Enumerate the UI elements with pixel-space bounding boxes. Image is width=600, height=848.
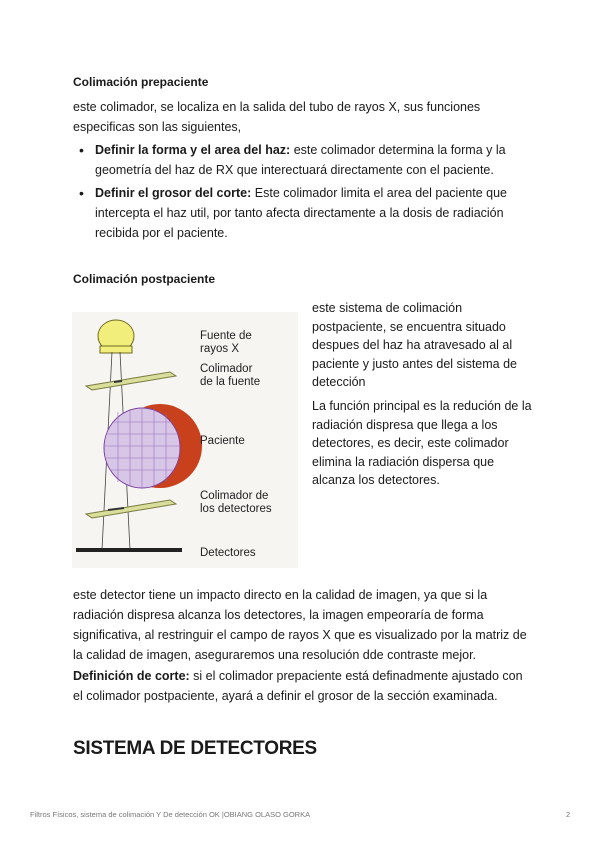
label-collim-det-2: los detectores (200, 503, 272, 515)
label-detectors: Detectores (200, 547, 256, 559)
prepatient-intro: este colimador, se localiza en la salida del tubo de rayos X, sus funciones especificas son las siguientes, (73, 100, 481, 134)
footer-title: Filtros Físicos, sistema de colimación Y De detección OK |OBIANG OLASO GORKA (30, 810, 311, 819)
heading-detector-system: SISTEMA DE DETECTORES (73, 738, 317, 759)
heading-postpatient-collimation: Colimación postpaciente (73, 272, 216, 286)
detector-bar-icon (76, 548, 182, 552)
cut-definition-lead: Definición de corte: (73, 669, 190, 683)
label-patient: Paciente (200, 435, 245, 447)
bullet-lead: Definir la forma y el area del haz: (95, 143, 291, 157)
label-collim-src-1: Colimador (200, 363, 253, 375)
detector-impact-paragraph: este detector tiene un impacto directo en la calidad de imagen, ya que si la radiación dispresa alcanza los detectores, la imagen empeoraría de forma significativa, al restringuir el campo de rayos X que es visualizado por la matriz de la calidad de imagen, aseguraremos una resolución dde contraste mejor. (73, 588, 527, 662)
label-source-2: rayos X (200, 343, 239, 355)
postpatient-para-2: La función principal es la redución de la radiación dispresa que llega a los detectores, es decir, este colimador elimina la radiación dispersa que alcanza los detectores. (312, 399, 532, 487)
patient-cylinder-icon (104, 404, 202, 488)
postpatient-para-1: este sistema de colimación postpaciente, se encuentra situado despues del haz ha atravesado al al paciente y justo antes del sistema de detección (312, 301, 517, 389)
cut-definition-text: si el colimador prepaciente está definadmente ajustado con el colimador postpaciente, ayará a definir el grosor de la sección examinada. (73, 669, 523, 703)
label-source-1: Fuente de (200, 330, 252, 342)
bullet-text: este colimador determina la forma y la geometría del haz de RX que interectuará directamente con el paciente. (95, 143, 506, 177)
label-collim-det-1: Colimador de (200, 490, 269, 502)
collimation-diagram (72, 312, 298, 568)
cut-definition-paragraph (73, 666, 535, 706)
bullet-lead: Definir el grosor del corte: (95, 186, 252, 200)
list-item (73, 140, 528, 180)
prepatient-function-list (73, 140, 528, 246)
list-item (73, 183, 528, 243)
bullet-text: Este colimador limita el area del paciente que intercepta el haz util, por tanto afecta directamente a la dosis de radiación recibida por el paciente. (95, 186, 507, 240)
label-collim-src-2: de la fuente (200, 376, 261, 388)
page-number: 2 (566, 810, 571, 819)
heading-prepatient-collimation: Colimación prepaciente (73, 75, 209, 89)
xray-source-icon (98, 320, 134, 353)
